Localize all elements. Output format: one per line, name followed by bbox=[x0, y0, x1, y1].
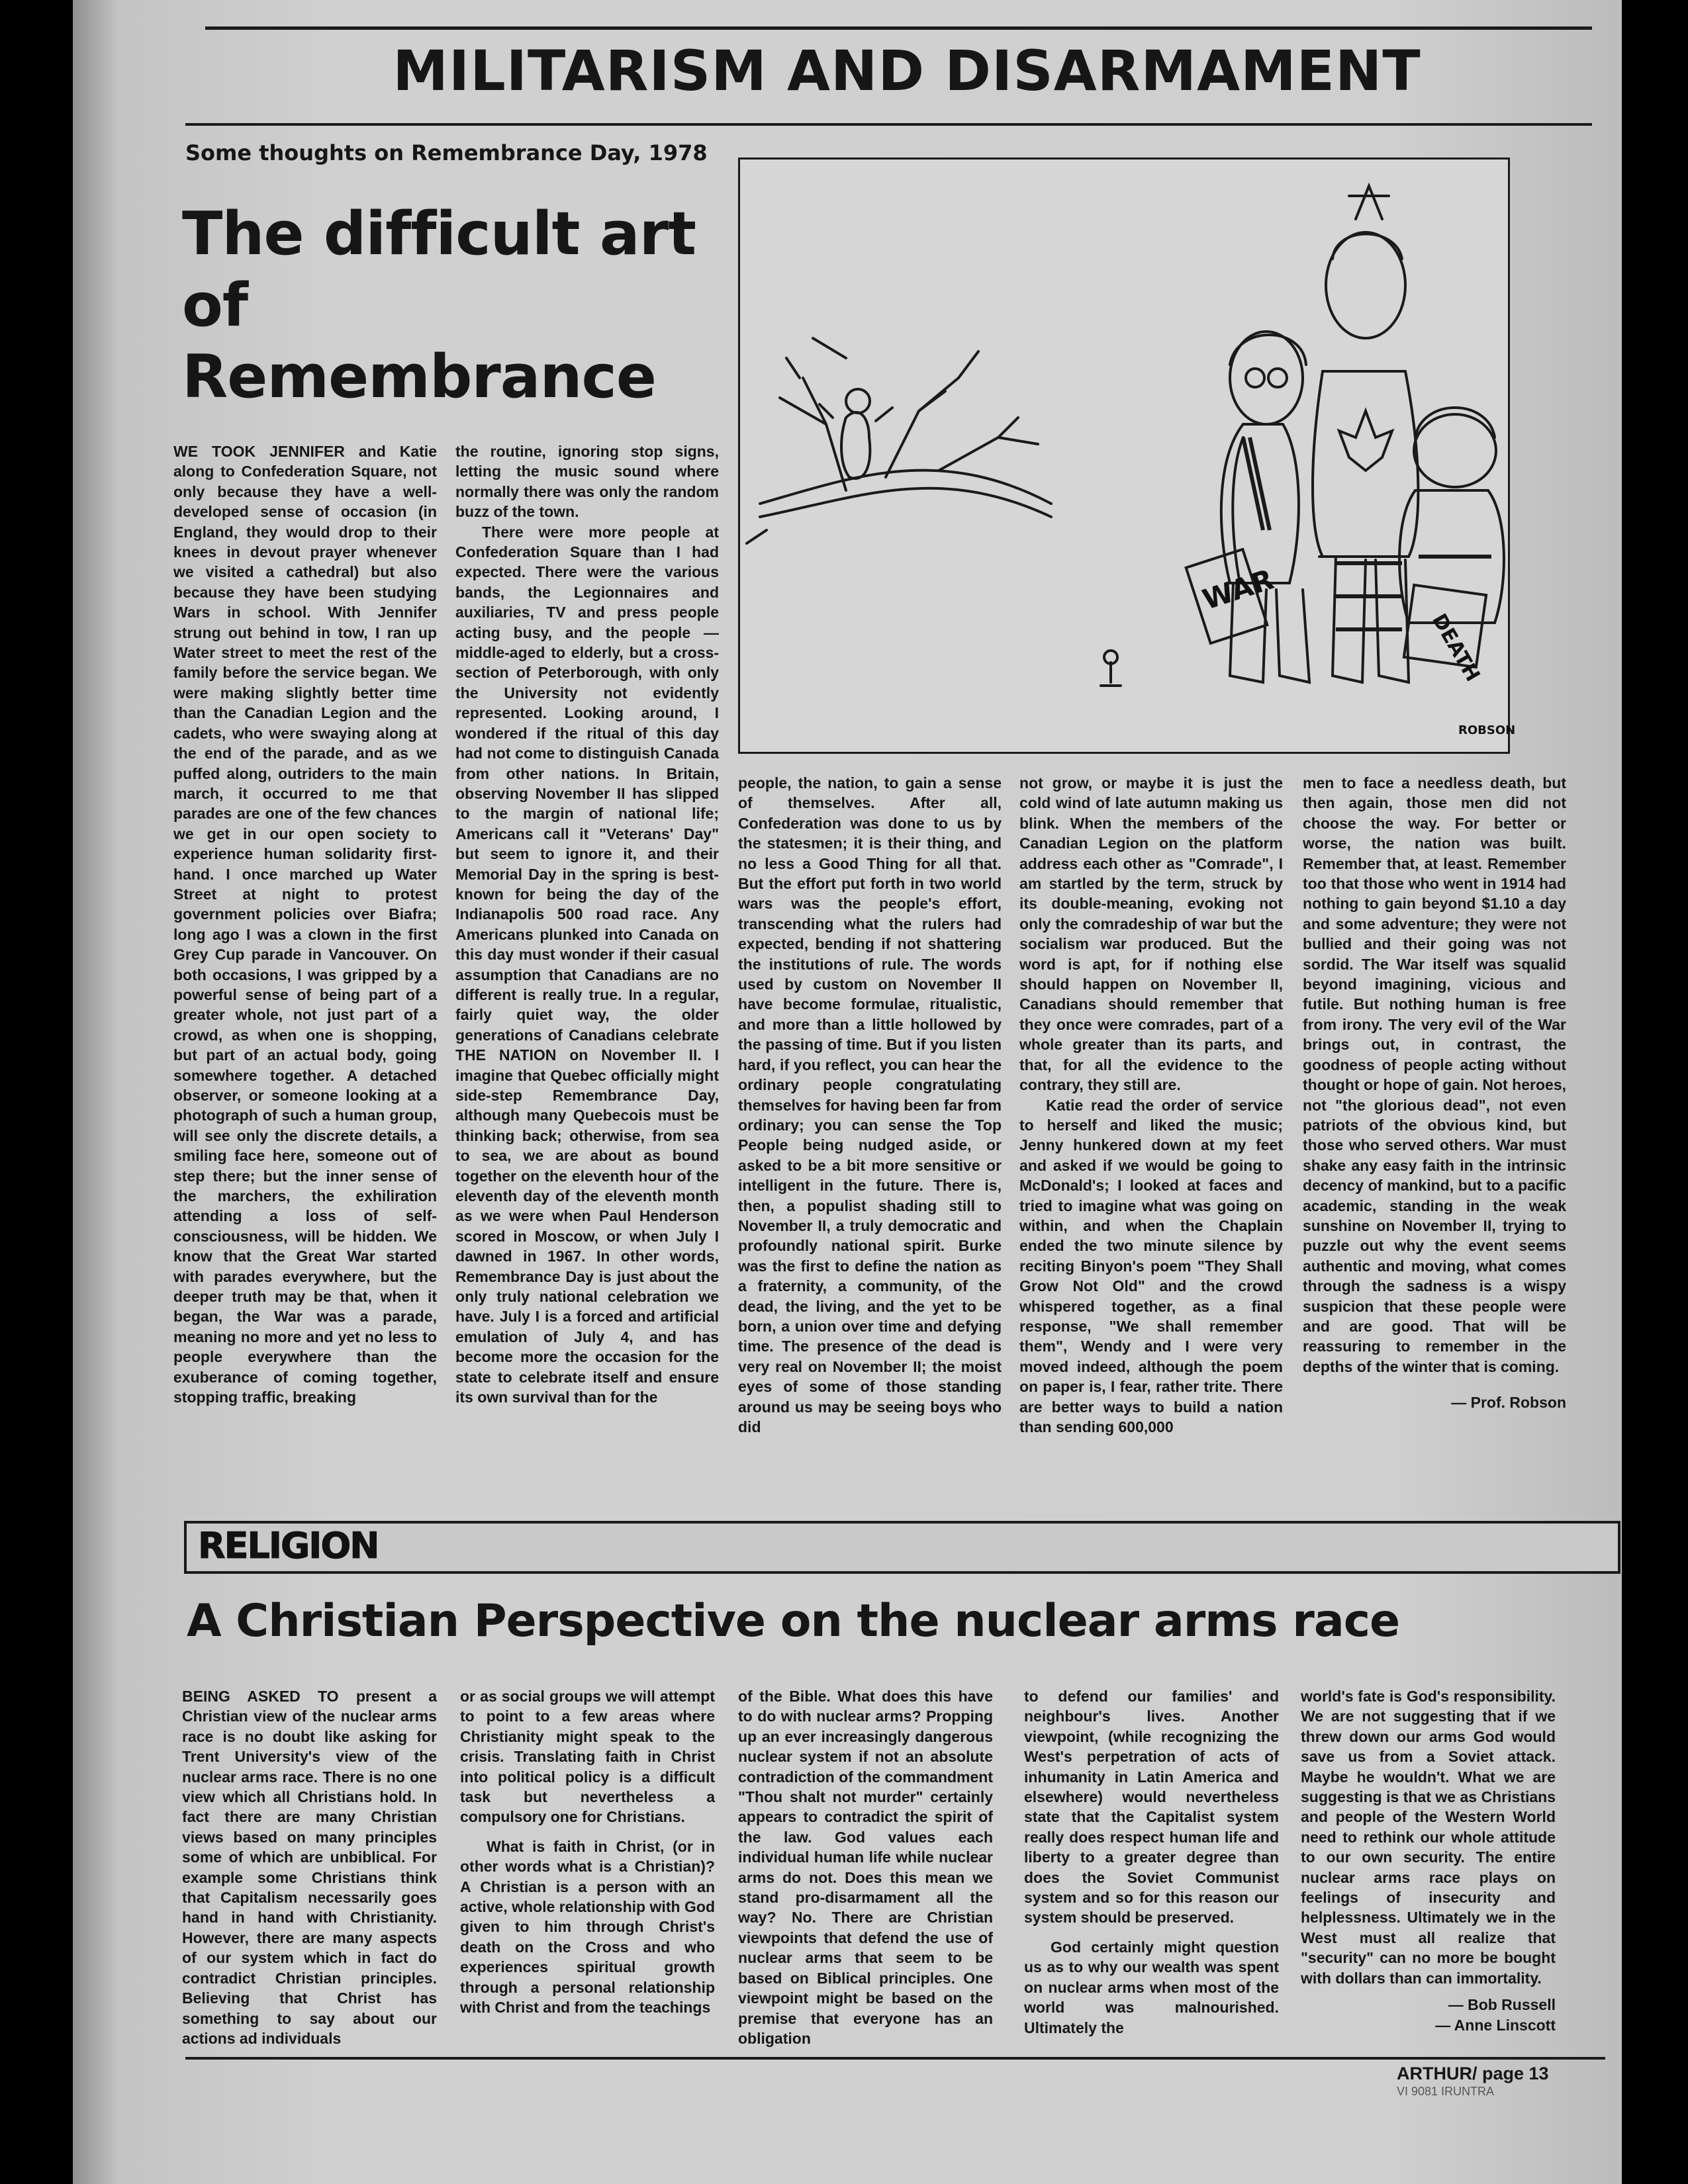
article-kicker: Some thoughts on Remembrance Day, 1978 bbox=[185, 140, 708, 165]
paragraph: the routine, ignoring stop signs, letting the music sound where normally there was only the random buzz of the town. bbox=[455, 443, 719, 521]
article2-column-4 bbox=[1024, 1686, 1279, 2044]
section-title: MILITARISM AND DISARMAMENT bbox=[393, 38, 1421, 103]
editorial-cartoon bbox=[738, 158, 1516, 754]
article1-column-4 bbox=[1019, 773, 1283, 1501]
article1-column-1 bbox=[173, 441, 437, 1500]
author-signature: — Bob Russell bbox=[1448, 1996, 1556, 2014]
paragraph: of the Bible. What does this have to do with nuclear arms? Propping up an ever increasingly dangerous nuclear system if not an absolute contradiction of the commandment "Thou shalt not murder" certainly appears to contradict the spirit of the law. God values each individual human life while nuclear arms do not. Does this mean we stand pro-disarmament all the way? No. There are Christian viewpoints that defend the use of nuclear arms that seem to be based on Biblical principles. One viewpoint might be based on the premise that everyone has an obligation bbox=[738, 1688, 993, 2047]
cartoon-artist-signature: ROBSON bbox=[1458, 723, 1516, 737]
article2-column-3 bbox=[738, 1686, 993, 2047]
article-headline: The difficult art of Remembrance bbox=[182, 199, 696, 412]
article2-headline: A Christian Perspective on the nuclear arms race bbox=[187, 1595, 1400, 1647]
paragraph: men to face a needless death, but then again, those men did not choose the way. For better or worse, the nation was built. Remember that, at least. Remember too that those who went in 1914 had nothing to gain beyond $1.10 a day and some adventure; they were not bullied and their going was not sordid. The War itself was squalid beyond imagining, vicious and futile. But nothing human is free from irony. The very evil of the War brings out, in contrast, the goodness of people acting without thought or hope of gain. Not heroes, not "the glorious dead", not even patriots of the obvious kind, but those who served others. War must shake any easy faith in the intrinsic decency of mankind, but to a pacific academic, standing in the weak sunshine on November II, trying to puzzle out why the event seems authentic and moving, what comes through the sadness is a wispy suspicion that these people were and are good. That will be reassuring to remember in the depths of the winter that is coming. bbox=[1303, 774, 1566, 1375]
article1-column-2 bbox=[455, 441, 719, 1500]
article2-column-1 bbox=[182, 1686, 437, 2047]
article1-column-5 bbox=[1303, 773, 1566, 1501]
paragraph: people, the nation, to gain a sense of themselves. After all, Confederation was done to us by the statesmen; it is their thing, and no less a Good Thing for all that. But the effort put forth in two world wars was the people's effort, transcending what the rulers had expected, bending if not shattering the institutions of rule. The words used by custom on November II have become formulae, ritualistic, and more than a little hollowed by the passing of time. But if you listen hard, if you reflect, you can hear the ordinary people congratulating themselves for having been far from ordinary; you can sense the Top People being nudged aside, or asked to be a bit more sensitive or intelligent in the future. There is, then, a populist shading still to November II, a truly democratic and profoundly national spirit. Burke was the first to define the nation as a fraternity, a community, of the dead, the living, and the yet to be born, a union over time and defying time. The presence of the dead is very real on November II; the moist eyes of some of those standing around us may be seeing boys who did bbox=[738, 774, 1002, 1435]
author-signature: — Prof. Robson bbox=[1451, 1394, 1566, 1412]
religion-section-bar bbox=[184, 1521, 1620, 1574]
paragraph: or as social groups we will attempt to point to a few areas where Christianity might speak to the crisis. Translating faith in Christ into political policy is a difficult task but nevertheless a compulsory one for Christians. bbox=[460, 1688, 715, 1826]
paragraph: not grow, or maybe it is just the cold wind of late autumn making us blink. When the members of the Canadian Legion on the platform address each other as "Comrade", I am startled by the term, struck by its double-meaning, evoking not only the comradeship of war but the socialism war produced. But the word is apt, for if nothing else should happen on November II, Canadians should remember that they once were comrades, part of a whole greater than its parts, and that, for all the evidence to the contrary, they still are. bbox=[1019, 774, 1283, 1094]
article2-column-2 bbox=[460, 1686, 715, 2044]
article2-column-5 bbox=[1301, 1686, 1556, 2044]
paragraph: world's fate is God's responsibility. We are not suggesting that if we threw down our arms God would save us from a Soviet attack. Maybe he wouldn't. What we are suggesting is that we as Christians and people of the Western World need to rethink our whole attitude to our own security. The entire nuclear arms race plays on feelings of insecurity and helplessness. Ultimately we in the West must all realize that "security" can no more be bought with dollars than can immortality. bbox=[1301, 1688, 1556, 1987]
paragraph: to defend our families' and neighbour's lives. Another viewpoint, (while recognizing the West's perpetration of acts of inhumanity in Latin America and elsewhere) would nevertheless state that the Capitalist system really does respect human life and liberty to a greater degree than does the Soviet Communist system and so for this reason our system should be preserved. bbox=[1024, 1688, 1279, 1927]
article1-column-3 bbox=[738, 773, 1002, 1501]
bottom-rule bbox=[185, 2057, 1605, 2060]
cartoon-death-text: DEATH bbox=[1427, 610, 1485, 686]
top-rule bbox=[205, 26, 1592, 30]
page-folio: ARTHUR/ page 13 bbox=[1397, 2064, 1549, 2083]
newspaper-page bbox=[73, 0, 1622, 2184]
paragraph: There were more people at Confederation Square than I had expected. There were the various bands, the Legionnaires and auxiliaries, TV and press people acting busy, and the people — middle-aged to elderly, but a cross-section of Peterborough, with only the University not evidently represented. Looking around, I wondered if the ritual of this day had not come to distinguish Canada from other nations. In Britain, observing November II has slipped to the margin of national life; Americans call it "Veterans' Day" but seem to ignore it, and their Memorial Day in the spring is best-known for being the day of the Indianapolis 500 road race. Any Americans plunked into Canada on this day must wonder if their casual assumption that Canadians are no different is really true. In a regular, fairly quiet way, the older generations of Canadians celebrate THE NATION on November II. I imagine that Quebec officially might side-step Remembrance Day, although many Quebecois must be thinking back; otherwise, from sea to sea, we are about as bound together on the eleventh hour of the eleventh day of the eleventh month as we were when Paul Henderson scored in Moscow, or when July I dawned in 1967. In other words, Remembrance Day is just about the only truly national celebration we have. July I is a forced and artificial emulation of July 4, and has become more the occasion for the state to celebrate itself and ensure its own survival than for the bbox=[455, 523, 719, 1406]
page-folio-subline: VI 9081 IRUNTRA bbox=[1397, 2085, 1495, 2098]
paragraph: Katie read the order of service to herself and liked the music; Jenny hunkered down at my feet and asked if we would be going to McDonald's; I looked at faces and tried to imagine what was going on within, and when the Chaplain ended the two minute silence by reciting Binyon's poem "They Shall Grow Not Old" and the crowd whispered together, as a final response, "We shall remember them", Wendy and I were very moved indeed, although the poem on paper is, I fear, rather trite. There are better ways to build a nation than sending 600,000 bbox=[1019, 1096, 1283, 1435]
paragraph: God certainly might question us as to why our wealth was spent on nuclear arms when most of the world was malnourished. Ultimately the bbox=[1024, 1938, 1279, 2036]
author-signature: — Anne Linscott bbox=[1435, 2016, 1556, 2034]
religion-section-label: RELIGION bbox=[198, 1525, 379, 1567]
cartoon-war-text: WAR bbox=[1198, 563, 1278, 616]
section-rule bbox=[185, 123, 1592, 126]
paragraph: WE TOOK JENNIFER and Katie along to Confederation Square, not only because they have a well-developed sense of occasion (in England, they would drop to their knees in devout prayer whenever we visited a cathedral) but also because they have been studying Wars in school. With Jennifer strung out behind in tow, I ran up Water street to meet the rest of the family before the service began. We were making slightly better time than the Canadian Legion and the cadets, who were swaying along at the end of the parade, and as we puffed along, outriders to the main march, it occurred to me that parades are one of the few chances we get in our open society to experience human solidarity first-hand. I once marched up Water Street at night to protest government policies over Biafra; long ago I was a clown in the first Grey Cup parade in Vancouver. On both occasions, I was gripped by a powerful sense of being part of a greater whole, not just part of a crowd, as when one is shopping, but part of an actual body, going somewhere together. A detached observer, or someone looking at a photograph of such a human group, will see only the discrete details, a smiling face here, someone out of step there; but the inner sense of the marchers, the exhiliration attending a loss of self-consciousness, will be hidden. We know that the Great War started with parades everywhere, but the deeper truth may be that, when it began, the War was a parade, meaning no more and yet no less to people everywhere than the exuberance of coming together, stopping traffic, breaking bbox=[173, 443, 437, 1406]
paragraph: BEING ASKED TO present a Christian view of the nuclear arms race is no doubt like asking for Trent University's view of the nuclear arms race. There is no one view which all Christians hold. In fact there are many Christian views based on many principles some of which are unbiblical. For example some Christians think that Capitalism necessarily goes hand in hand with Christianity. However, there are many aspects of our system which in fact do contradict Christian principles. Believing that Christ has something to say about our actions ad individuals bbox=[182, 1688, 437, 2047]
paragraph: What is faith in Christ, (or in other words what is a Christian)? A Christian is a person with an active, whole relationship with God given to him through Christ's death on the Cross and who experiences spiritual growth through a personal relationship with Christ and from the teachings bbox=[460, 1837, 715, 2017]
